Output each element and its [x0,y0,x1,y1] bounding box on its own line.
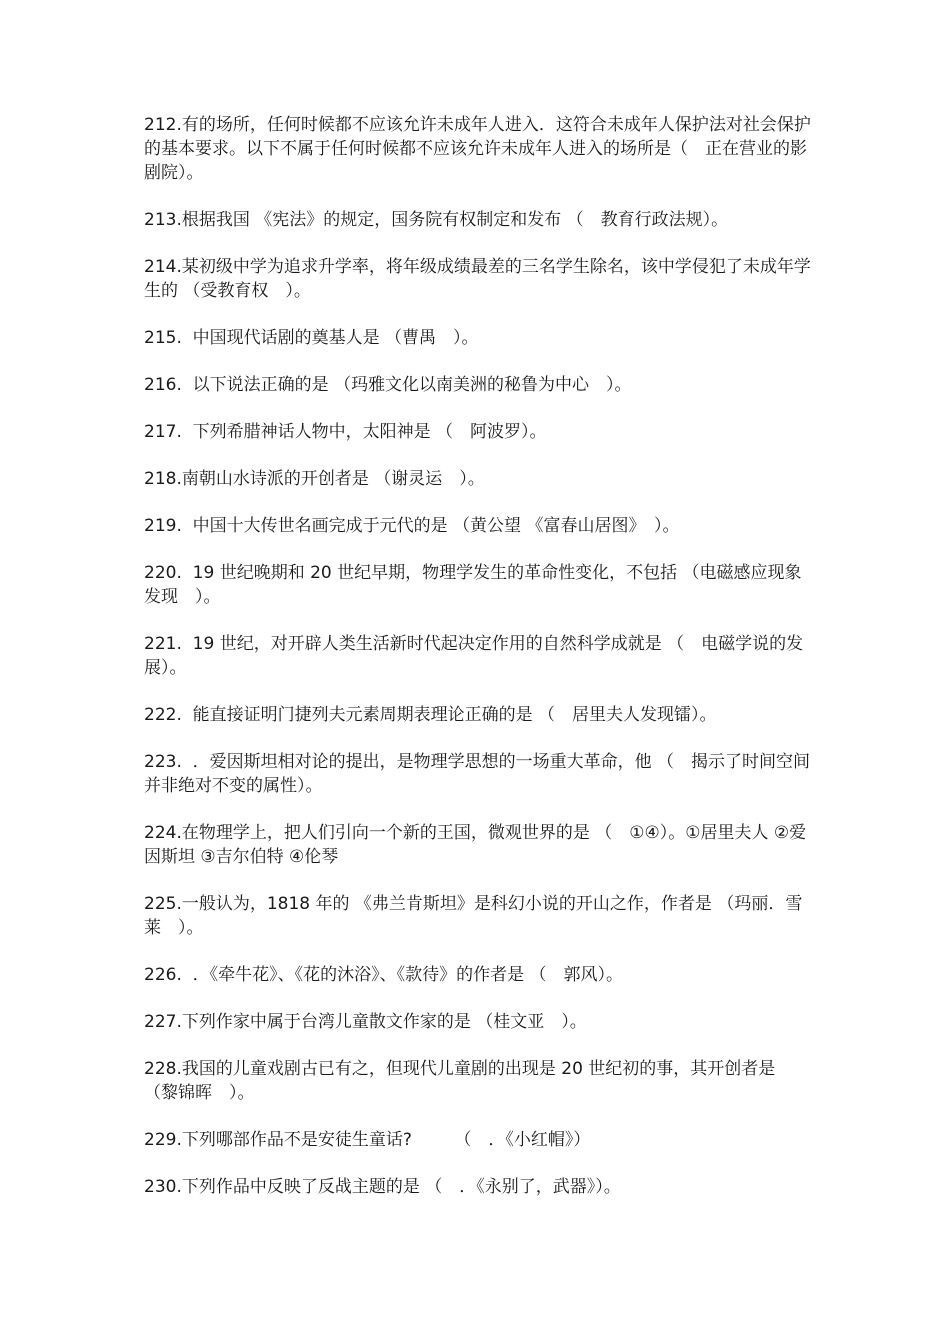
question-229: 229.下列哪部作品不是安徒生童话? （ ．《小红帽》） [144,1130,591,1150]
question-223: 223. ．爱因斯坦相对论的提出，是物理学思想的一场重大革命，他 （ 揭示了时间空间并非绝对不变的属性）。 [144,752,811,796]
document-page [144,113,812,1222]
question-216: 216. 以下说法正确的是 （玛雅文化以南美洲的秘鲁为中心 ）。 [144,375,632,395]
question-227: 227.下列作家中属于台湾儿童散文作家的是 （桂文亚 ）。 [144,1012,587,1032]
question-221: 221. 19 世纪，对开辟人类生活新时代起决定作用的自然科学成就是 （ 电磁学说的发展）。 [144,634,804,678]
question-218: 218.南朝山水诗派的开创者是 （谢灵运 ）。 [144,469,485,489]
question-213: 213.根据我国 《宪法》的规定，国务院有权制定和发布 （ 教育行政法规）。 [144,210,729,230]
question-230: 230.下列作品中反映了反战主题的是 （ ．《永别了，武器》）。 [144,1177,621,1197]
question-214: 214.某初级中学为追求升学率，将年级成绩最差的三名学生除名，该中学侵犯了未成年学生的 （受教育权 ）。 [144,257,811,301]
question-212: 212.有的场所，任何时候都不应该允许未成年人进入．这符合未成年人保护法对社会保护的基本要求。以下不属于任何时候都不应该允许未成年人进入的场所是（ 正在营业的影剧院）。 [144,115,811,183]
question-222: 222. 能直接证明门捷列夫元素周期表理论正确的是 （ 居里夫人发现镭）。 [144,705,717,725]
question-219: 219. 中国十大传世名画完成于元代的是 （黄公望 《富春山居图》 ）。 [144,516,680,536]
question-225: 225.一般认为，1818 年的 《弗兰肯斯坦》是科幻小说的开山之作，作者是 （玛丽．雪莱 ）。 [144,894,803,938]
question-220: 220. 19 世纪晚期和 20 世纪早期，物理学发生的革命性变化，不包括 （电磁感应现象发现 ）。 [144,563,802,607]
question-224: 224.在物理学上，把人们引向一个新的王国，微观世界的是 （ ①④）。①居里夫人 ②爱因斯坦 ③吉尔伯特 ④伦琴 [144,823,807,867]
question-215: 215. 中国现代话剧的奠基人是 （曹禺 ）。 [144,328,479,348]
question-226: 226. ．《牵牛花》、《花的沐浴》、《款待》的作者是 （ 郭风）。 [144,965,624,985]
question-217: 217. 下列希腊神话人物中，太阳神是 （ 阿波罗）。 [144,422,547,442]
question-228: 228.我国的儿童戏剧古已有之，但现代儿童剧的出现是 20 世纪初的事，其开创者是 （黎锦晖 ）。 [144,1059,781,1103]
